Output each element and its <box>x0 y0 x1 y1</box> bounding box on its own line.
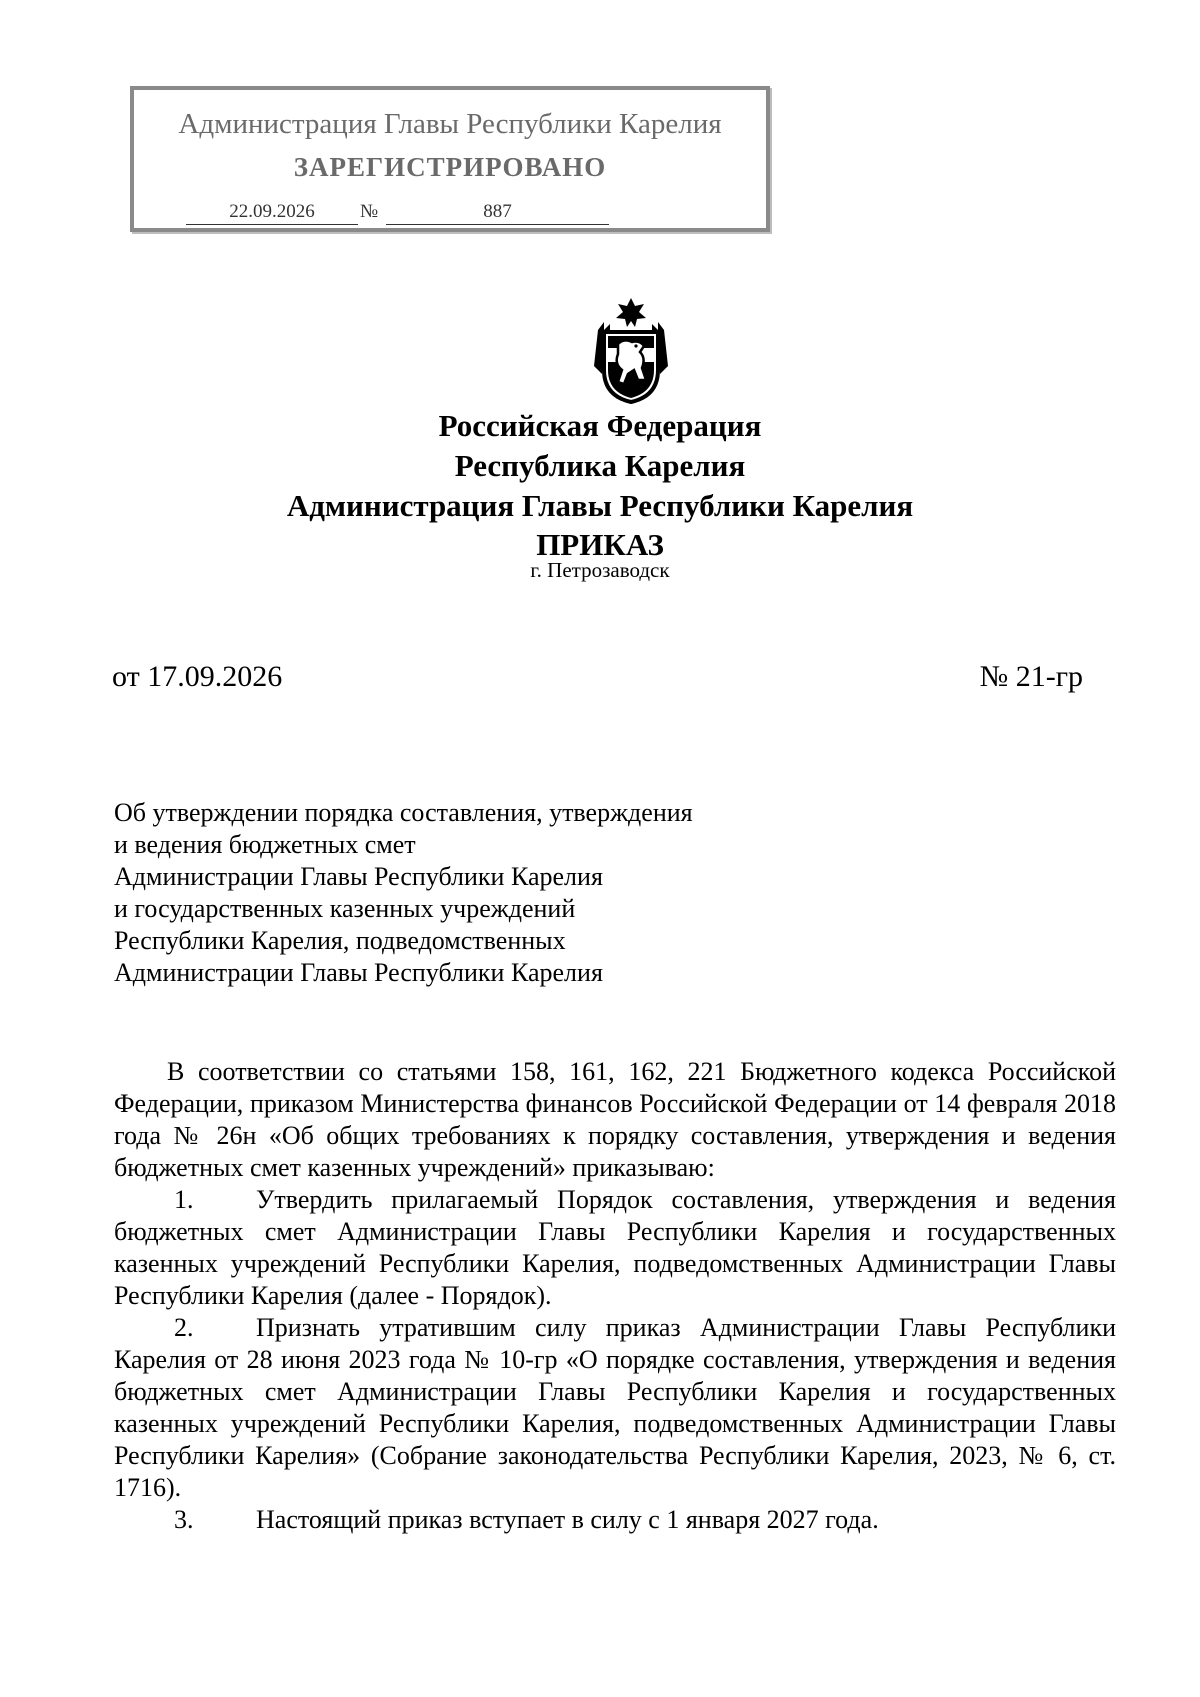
preamble: В соответствии со статьями 158, 161, 162, 221 Бюджетного кодекса Российской Федерации, приказом Министерства финансов Российской Федерации от 14 февраля 2018 года № 26н «Об общих требованиях к порядку составления, утверждения и ведения бюджетных смет казенных учреждений» приказываю: <box>114 1057 1116 1182</box>
subject-line: Республики Карелия, подведомственных <box>114 926 566 955</box>
subject-line: Администрации Главы Республики Карелия <box>114 958 603 987</box>
subject-line: и ведения бюджетных смет <box>114 830 416 859</box>
item-text: Утвердить прилагаемый Порядок составления, утверждения и ведения бюджетных смет Администрации Главы Республики Карелия и государственных казенных учреждений Республики Карелия, подведомственных Администрации Главы Республики Карелия (далее - Порядок). <box>114 1185 1116 1310</box>
header-country: Российская Федерация <box>438 408 762 443</box>
order-subject <box>114 797 693 989</box>
subject-line: Администрации Главы Республики Карелия <box>114 862 603 891</box>
registration-stamp <box>130 86 770 232</box>
order-item <box>114 1504 1116 1536</box>
coat-of-arms-karelia-icon <box>588 296 674 406</box>
subject-line: Об утверждении порядка составления, утверждения <box>114 798 693 827</box>
subject-line: и государственных казенных учреждений <box>114 894 576 923</box>
order-date: от 17.09.2026 <box>112 660 283 693</box>
item-text: Настоящий приказ вступает в силу с 1 января 2027 года. <box>256 1505 879 1534</box>
stamp-number: 887 <box>386 202 609 225</box>
document-type: ПРИКАЗ <box>536 527 664 562</box>
item-number: 2. <box>174 1313 194 1342</box>
item-number: 3. <box>174 1505 194 1534</box>
stamp-status: ЗАРЕГИСТРИРОВАНО <box>293 152 607 182</box>
item-number: 1. <box>174 1185 194 1214</box>
order-item <box>114 1184 1116 1312</box>
order-body <box>114 1056 1116 1536</box>
item-text: Признать утратившим силу приказ Администрации Главы Республики Карелия от 28 июня 2023 года № 10-гр «О порядке составления, утверждения и ведения бюджетных смет Администрации Главы Республики Карелия и государственных казенных учреждений Республики Карелия, подведомственных Администрации Главы Республики Карелия» (Собрание законодательства Республики Карелия, 2023, № 6, ст. 1716). <box>114 1313 1116 1502</box>
header-administration: Администрация Главы Республики Карелия <box>286 488 914 523</box>
city: г. Петрозаводск <box>530 558 670 582</box>
stamp-date: 22.09.2026 <box>186 202 358 225</box>
header-republic: Республика Карелия <box>454 448 746 483</box>
order-item <box>114 1312 1116 1504</box>
order-number: № 21-гр <box>979 660 1083 693</box>
stamp-organization: Администрация Главы Республики Карелия <box>178 108 722 140</box>
stamp-number-sign: № <box>360 201 379 222</box>
